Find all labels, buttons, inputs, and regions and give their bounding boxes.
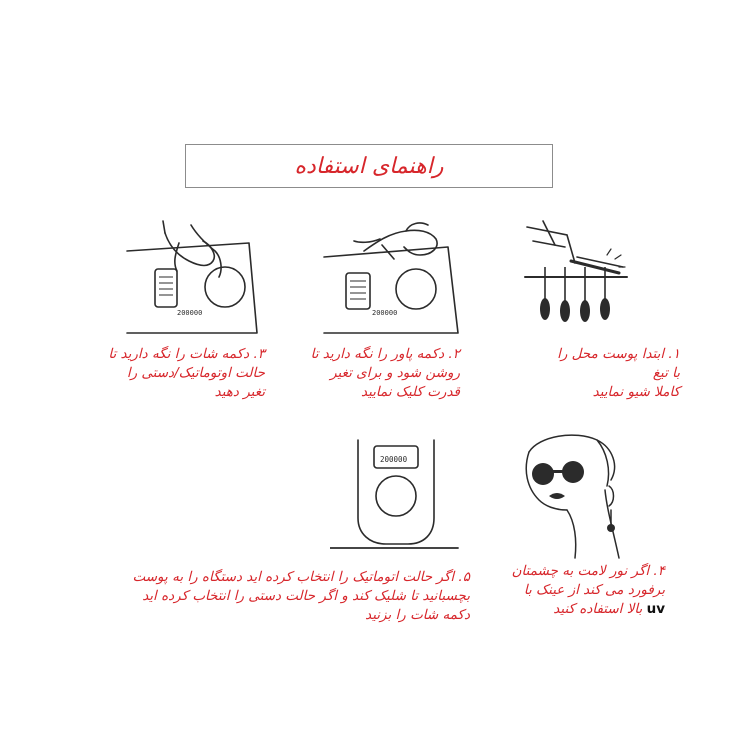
step-2-text: ۲. دکمه پاور را نگه دارید تا روشن شود و برای تغیر قدرت کلیک نمایید xyxy=(310,346,460,400)
step-4-text-end: بالا استفاده کنید xyxy=(553,601,647,617)
svg-text:200000: 200000 xyxy=(372,309,398,317)
svg-text:200000: 200000 xyxy=(177,309,203,317)
uv-label: uv xyxy=(646,601,665,617)
step-5-text: ۵. اگر حالت اتوماتیک را انتخاب کرده اید دستگاه را به پوست بچسبانید تا شلیک کند و اگر حالت دستی را انتخاب کرده اید دکمه شات را بزنید xyxy=(132,569,470,623)
razor-shaving-icon xyxy=(515,215,635,330)
step-4-text-main: ۴. اگر نور لامت به چشمتان برفورد می کند از عینک با xyxy=(511,563,665,598)
step-3-text: ۳. دکمه شات را نگه دارید تا حالت اوتوماتیک/دستی را تغیر دهید xyxy=(108,346,265,400)
woman-sunglasses-icon xyxy=(515,430,630,560)
hand-press-power-button-icon xyxy=(320,215,465,335)
ipl-device-icon xyxy=(330,438,460,553)
page-title: راهنمای استفاده xyxy=(294,153,444,179)
hand-press-shot-button-icon xyxy=(125,215,265,335)
step-4-text xyxy=(505,562,665,619)
step-1-text: ۱. ابتدا پوست محل را با تیغ کاملا شیو نمایید xyxy=(557,346,680,400)
title-box xyxy=(185,144,553,188)
device-display: 200000 xyxy=(380,455,408,464)
